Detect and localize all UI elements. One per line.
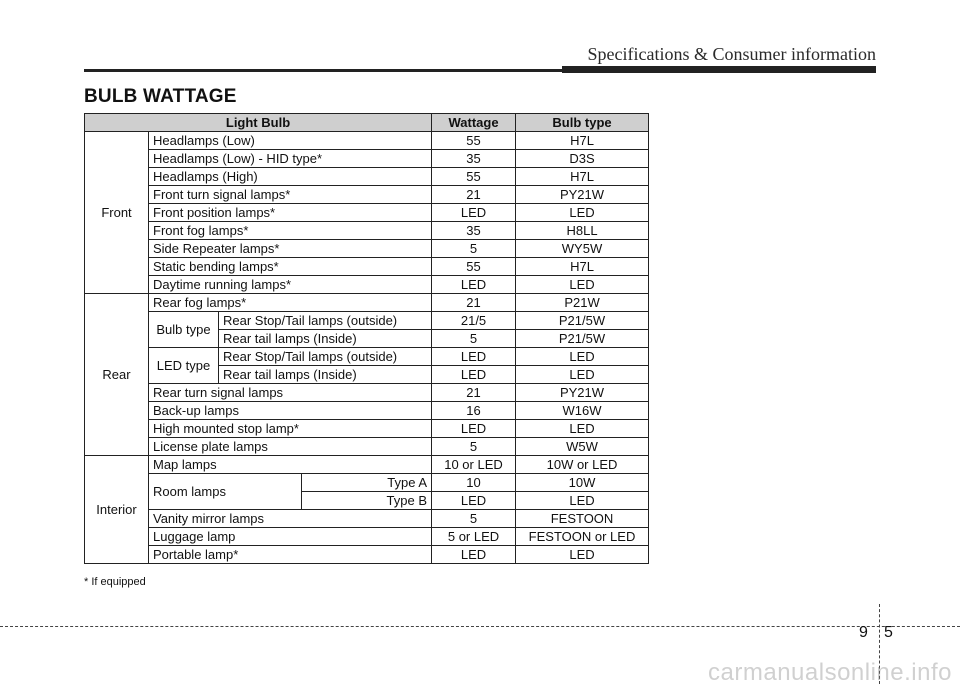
bulb-wattage: 5 <box>432 510 516 528</box>
bulb-wattage: 55 <box>432 258 516 276</box>
header-title: Specifications & Consumer information <box>587 44 876 64</box>
bulb-type: LED <box>516 276 649 294</box>
bulb-wattage-table <box>84 113 649 564</box>
bulb-name: Rear tail lamps (Inside) <box>219 366 432 384</box>
footnote: * If equipped <box>84 576 146 588</box>
section-title: BULB WATTAGE <box>84 86 237 107</box>
table-row <box>85 510 649 528</box>
bulb-type: W5W <box>516 438 649 456</box>
bulb-type: PY21W <box>516 384 649 402</box>
table-row <box>85 150 649 168</box>
bulb-name: Rear turn signal lamps <box>149 384 432 402</box>
bulb-wattage: 35 <box>432 150 516 168</box>
bulb-type: LED <box>516 348 649 366</box>
bulb-wattage: 5 or LED <box>432 528 516 546</box>
group-rear: Rear <box>85 294 149 456</box>
bulb-name: Map lamps <box>149 456 432 474</box>
subgroup-bulb-type: Bulb type <box>149 312 219 348</box>
bulb-name: Headlamps (Low) - HID type* <box>149 150 432 168</box>
bulb-type: FESTOON <box>516 510 649 528</box>
table-row <box>85 168 649 186</box>
bulb-wattage: 55 <box>432 168 516 186</box>
bulb-type: H8LL <box>516 222 649 240</box>
bulb-type: P21/5W <box>516 330 649 348</box>
bulb-wattage: 21 <box>432 384 516 402</box>
bulb-type: LED <box>516 492 649 510</box>
bulb-name: Portable lamp* <box>149 546 432 564</box>
bulb-wattage: 21 <box>432 186 516 204</box>
bulb-name: Headlamps (Low) <box>149 132 432 150</box>
bulb-type: PY21W <box>516 186 649 204</box>
header-wattage: Wattage <box>432 114 516 132</box>
table-row <box>85 438 649 456</box>
bulb-wattage: LED <box>432 348 516 366</box>
table-header-row <box>85 114 649 132</box>
header-rule-accent <box>562 66 876 73</box>
bulb-name: Static bending lamps* <box>149 258 432 276</box>
bulb-wattage: 21/5 <box>432 312 516 330</box>
bulb-type: LED <box>516 204 649 222</box>
table-row <box>85 186 649 204</box>
bulb-name: Front fog lamps* <box>149 222 432 240</box>
bulb-type: W16W <box>516 402 649 420</box>
table-row <box>85 420 649 438</box>
table-row <box>85 546 649 564</box>
bulb-wattage: 21 <box>432 294 516 312</box>
bulb-name: Front position lamps* <box>149 204 432 222</box>
table-row <box>85 132 649 150</box>
bulb-name: License plate lamps <box>149 438 432 456</box>
bulb-type: LED <box>516 420 649 438</box>
table-row <box>85 528 649 546</box>
bulb-wattage: 16 <box>432 402 516 420</box>
bulb-name: Rear fog lamps* <box>149 294 432 312</box>
bulb-type: P21W <box>516 294 649 312</box>
bulb-wattage: LED <box>432 276 516 294</box>
bulb-type: 10W <box>516 474 649 492</box>
room-lamp-type-b: Type B <box>302 492 432 510</box>
bulb-wattage: LED <box>432 492 516 510</box>
bulb-name: Back-up lamps <box>149 402 432 420</box>
bulb-type: 10W or LED <box>516 456 649 474</box>
bulb-name: Side Repeater lamps* <box>149 240 432 258</box>
table-row <box>85 384 649 402</box>
bulb-name: Rear tail lamps (Inside) <box>219 330 432 348</box>
bulb-name: Headlamps (High) <box>149 168 432 186</box>
bulb-type: D3S <box>516 150 649 168</box>
page-number: 5 <box>884 624 893 641</box>
header-light-bulb: Light Bulb <box>85 114 432 132</box>
bulb-name: Daytime running lamps* <box>149 276 432 294</box>
bulb-name: Rear Stop/Tail lamps (outside) <box>219 312 432 330</box>
bulb-name: Luggage lamp <box>149 528 432 546</box>
page-footer-rule <box>0 626 960 627</box>
bulb-type: LED <box>516 546 649 564</box>
table-row <box>85 204 649 222</box>
table-row <box>85 222 649 240</box>
bulb-type: FESTOON or LED <box>516 528 649 546</box>
bulb-wattage: LED <box>432 204 516 222</box>
bulb-type: H7L <box>516 258 649 276</box>
table-row <box>85 348 649 366</box>
table-row <box>85 258 649 276</box>
bulb-type: H7L <box>516 168 649 186</box>
table-row <box>85 474 649 492</box>
table-row <box>85 456 649 474</box>
bulb-wattage: LED <box>432 546 516 564</box>
table-row <box>85 240 649 258</box>
watermark: carmanualsonline.info <box>708 659 952 686</box>
bulb-name: Front turn signal lamps* <box>149 186 432 204</box>
group-front: Front <box>85 132 149 294</box>
bulb-type: H7L <box>516 132 649 150</box>
table-row <box>85 294 649 312</box>
header-bulb-type: Bulb type <box>516 114 649 132</box>
bulb-wattage: 10 or LED <box>432 456 516 474</box>
subgroup-room-lamps: Room lamps <box>149 474 302 510</box>
bulb-wattage: 10 <box>432 474 516 492</box>
bulb-name: High mounted stop lamp* <box>149 420 432 438</box>
table-row <box>85 312 649 330</box>
bulb-type: LED <box>516 366 649 384</box>
table-row <box>85 276 649 294</box>
bulb-wattage: 35 <box>432 222 516 240</box>
subgroup-led-type: LED type <box>149 348 219 384</box>
room-lamp-type-a: Type A <box>302 474 432 492</box>
bulb-wattage: LED <box>432 420 516 438</box>
bulb-type: WY5W <box>516 240 649 258</box>
bulb-wattage: 5 <box>432 438 516 456</box>
bulb-name: Vanity mirror lamps <box>149 510 432 528</box>
bulb-wattage: 5 <box>432 330 516 348</box>
bulb-wattage: LED <box>432 366 516 384</box>
bulb-wattage: 5 <box>432 240 516 258</box>
table-row <box>85 402 649 420</box>
bulb-wattage: 55 <box>432 132 516 150</box>
bulb-name: Rear Stop/Tail lamps (outside) <box>219 348 432 366</box>
bulb-type: P21/5W <box>516 312 649 330</box>
group-interior: Interior <box>85 456 149 564</box>
chapter-number: 9 <box>859 624 868 641</box>
